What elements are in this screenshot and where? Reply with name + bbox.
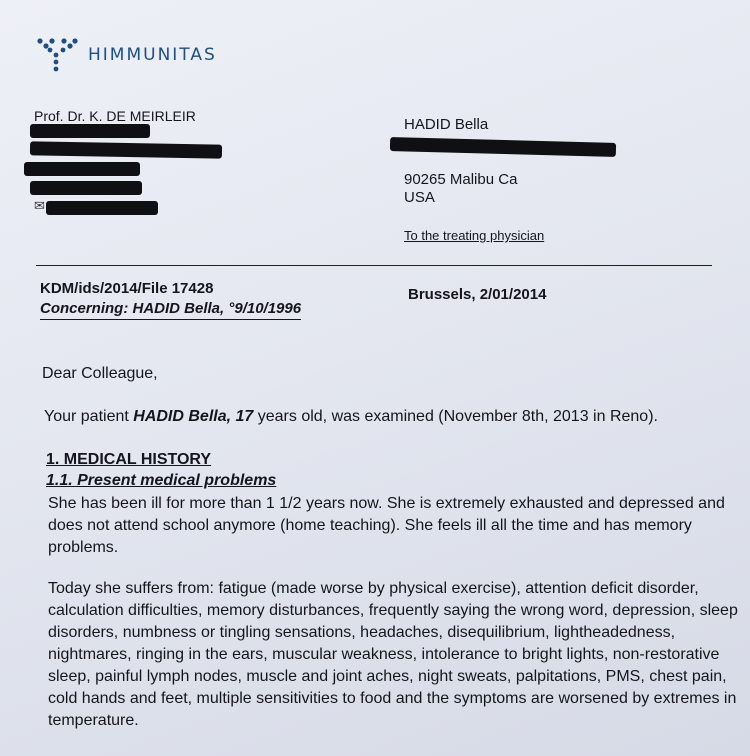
recipient-country: USA bbox=[404, 189, 435, 206]
intro-sentence bbox=[44, 408, 658, 426]
file-reference: KDM/ids/2014/File 17428 bbox=[40, 280, 214, 297]
mail-icon: ✉ bbox=[34, 198, 45, 213]
brand-name: HIMMUNITAS bbox=[88, 45, 217, 65]
sender-name: Prof. Dr. K. DE MEIRLEIR bbox=[34, 108, 196, 124]
redaction-bar bbox=[24, 162, 140, 176]
recipient-attention: To the treating physician bbox=[404, 228, 545, 243]
redaction-bar bbox=[30, 141, 222, 158]
intro-text-start: Your patient bbox=[44, 408, 134, 425]
greeting: Dear Colleague, bbox=[42, 365, 158, 382]
section-heading: 1. MEDICAL HISTORY bbox=[46, 451, 212, 468]
redaction-bar bbox=[30, 181, 142, 195]
paragraph-symptoms: Today she suffers from: fatigue (made worse by physical exercise), attention deficit disorder, calculation difficulties, memory disturbances, frequently saying the wrong word, depression, sleep disorders, numbness or tingling sensations, headaches, disequilibrium, lightheadedness, nightmares, ringing in the ears, muscular weakness, intolerance to bright lights, non-restorative sleep, painful lymph nodes, muscle and joint aches, night sweats, palpitations, PMS, chest pain, cold hands and feet, multiple sensitivities to food and the symptoms are worsened by extremes in temperature. bbox=[48, 580, 738, 729]
redaction-bar bbox=[390, 137, 616, 157]
paragraph-history: She has been ill for more than 1 1/2 years now. She is extremely exhausted and depressed and does not attend school anymore (home teaching). She feels ill all the time and has memory problems. bbox=[48, 495, 725, 556]
redaction-bar bbox=[46, 201, 158, 215]
concerning-line: Concerning: HADID Bella, °9/10/1996 bbox=[40, 300, 301, 320]
letterhead bbox=[36, 36, 217, 74]
redaction-bar bbox=[30, 124, 150, 138]
patient-name-age: HADID Bella, 17 bbox=[133, 408, 254, 425]
intro-text-end: years old, was examined (November 8th, 2013 in Reno). bbox=[253, 408, 658, 425]
recipient-city: 90265 Malibu Ca bbox=[404, 171, 518, 188]
place-date: Brussels, 2/01/2014 bbox=[408, 286, 547, 303]
recipient-name: HADID Bella bbox=[404, 116, 489, 133]
subsection-heading: 1.1. Present medical problems bbox=[46, 472, 277, 489]
divider bbox=[36, 265, 712, 266]
stylized-antibody-icon bbox=[36, 36, 78, 74]
